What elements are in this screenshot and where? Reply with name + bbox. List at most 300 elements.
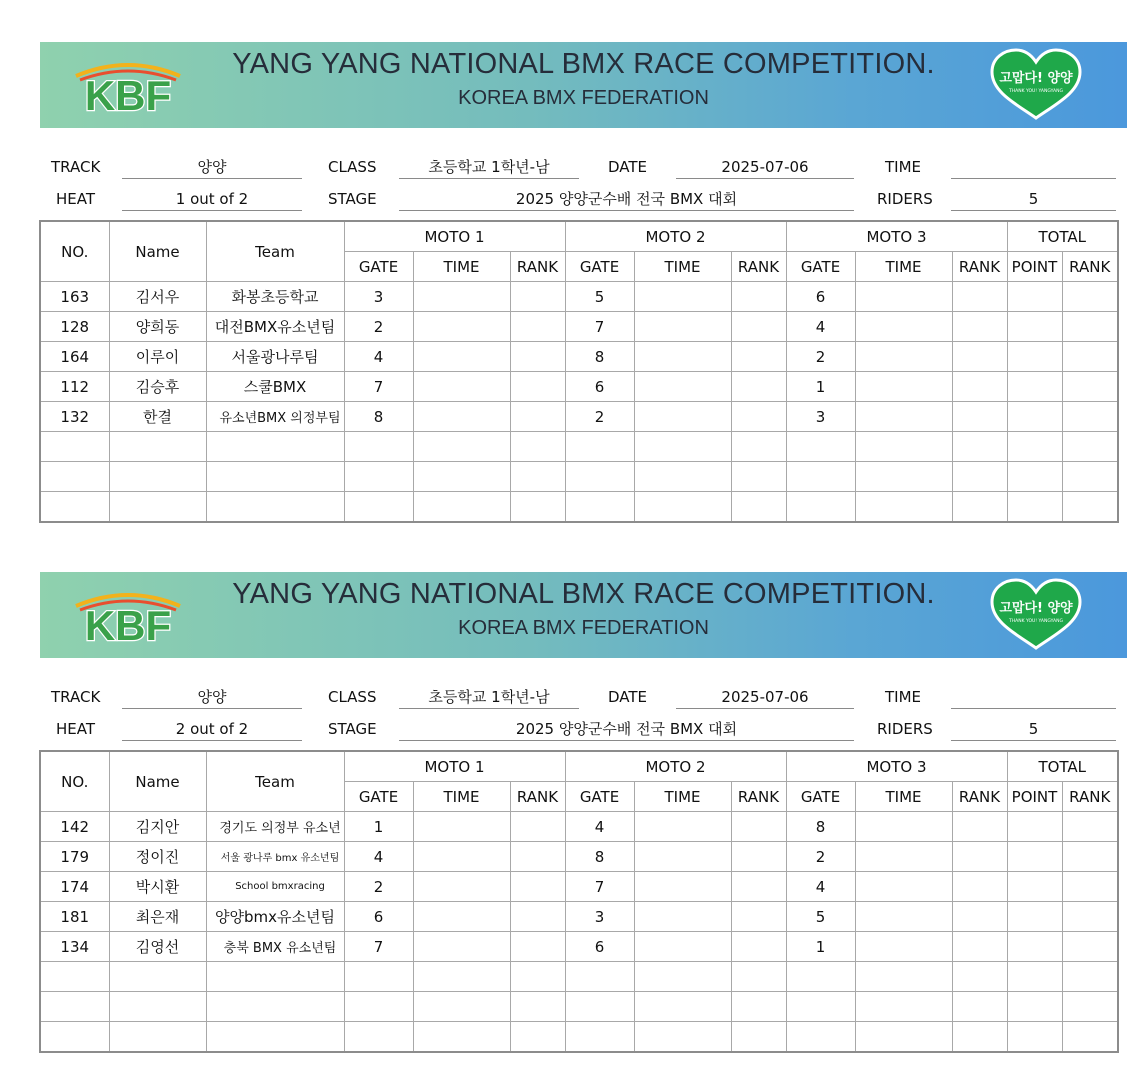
moto3-time — [855, 932, 952, 962]
time-value — [951, 686, 1116, 709]
moto3-time — [855, 432, 952, 462]
moto3-rank — [952, 462, 1007, 492]
header-moto3: MOTO 3 — [786, 221, 1007, 252]
table-row — [40, 962, 1118, 992]
rider-team: 충북 BMX 유소년팀 — [206, 932, 344, 962]
rider-number: 132 — [40, 402, 109, 432]
track-label: TRACK — [51, 158, 101, 176]
total-point — [1007, 992, 1062, 1022]
header-time: TIME — [634, 782, 731, 812]
total-point — [1007, 282, 1062, 312]
moto2-time — [634, 962, 731, 992]
moto2-gate: 8 — [565, 842, 634, 872]
rider-name: 양희동 — [109, 312, 206, 342]
moto3-time — [855, 812, 952, 842]
class-value: 초등학교 1학년-남 — [399, 156, 579, 179]
moto2-rank — [731, 872, 786, 902]
rider-number: 163 — [40, 282, 109, 312]
rider-name: 최은재 — [109, 902, 206, 932]
rider-name: 이루이 — [109, 342, 206, 372]
moto1-rank — [510, 962, 565, 992]
moto3-rank — [952, 962, 1007, 992]
rider-number: 134 — [40, 932, 109, 962]
table-row — [40, 342, 1118, 372]
moto1-gate — [344, 1022, 413, 1053]
moto2-time — [634, 842, 731, 872]
moto1-time — [413, 312, 510, 342]
moto1-rank — [510, 902, 565, 932]
moto1-gate: 4 — [344, 842, 413, 872]
table-row — [40, 1022, 1118, 1053]
moto3-gate: 8 — [786, 812, 855, 842]
rider-name — [109, 492, 206, 523]
moto3-time — [855, 402, 952, 432]
total-point — [1007, 872, 1062, 902]
table-row — [40, 492, 1118, 523]
table-row — [40, 932, 1118, 962]
competition-title: YANG YANG NATIONAL BMX RACE COMPETITION. — [232, 48, 935, 80]
table-row — [40, 902, 1118, 932]
moto3-gate: 4 — [786, 312, 855, 342]
moto2-gate: 2 — [565, 402, 634, 432]
moto1-time — [413, 812, 510, 842]
table-row — [40, 462, 1118, 492]
rider-name — [109, 432, 206, 462]
moto1-time — [413, 432, 510, 462]
moto3-rank — [952, 402, 1007, 432]
moto3-time — [855, 872, 952, 902]
moto1-gate — [344, 462, 413, 492]
rider-name — [109, 962, 206, 992]
rider-team: 경기도 의정부 유소년 — [206, 812, 344, 842]
riders-label: RIDERS — [877, 720, 933, 738]
rider-team: 서울 광나루 bmx 유소년팀 — [206, 842, 344, 872]
header-gate: GATE — [786, 252, 855, 282]
moto2-rank — [731, 812, 786, 842]
rider-team: 화봉초등학교 — [206, 282, 344, 312]
rider-number: 174 — [40, 872, 109, 902]
riders-value: 5 — [951, 188, 1116, 211]
moto1-rank — [510, 402, 565, 432]
header-gate: GATE — [565, 782, 634, 812]
header-rank: RANK — [952, 782, 1007, 812]
moto2-gate — [565, 492, 634, 523]
moto3-gate — [786, 962, 855, 992]
moto3-time — [855, 282, 952, 312]
svg-text:고맙다! 양양: 고맙다! 양양 — [999, 71, 1073, 86]
moto1-rank — [510, 1022, 565, 1053]
rider-number — [40, 962, 109, 992]
moto3-gate — [786, 432, 855, 462]
date-label: DATE — [608, 158, 648, 176]
moto2-rank — [731, 402, 786, 432]
moto2-rank — [731, 462, 786, 492]
rider-team — [206, 992, 344, 1022]
rider-name: 김서우 — [109, 282, 206, 312]
header-total: TOTAL — [1007, 221, 1118, 252]
moto1-time — [413, 342, 510, 372]
header-time: TIME — [413, 252, 510, 282]
rider-number — [40, 432, 109, 462]
heat-label: HEAT — [56, 720, 96, 738]
header-moto1: MOTO 1 — [344, 751, 565, 782]
total-rank — [1062, 342, 1118, 372]
time-label: TIME — [885, 688, 922, 706]
svg-text:KBF: KBF — [84, 72, 172, 114]
moto1-rank — [510, 842, 565, 872]
svg-text:THANK YOU! YANGYANG: THANK YOU! YANGYANG — [1009, 89, 1063, 94]
moto2-rank — [731, 962, 786, 992]
header-rank: RANK — [1062, 252, 1118, 282]
heat-sheet-2 — [0, 530, 1146, 1060]
rider-team: 유소년BMX 의정부팀 — [206, 402, 344, 432]
moto2-time — [634, 1022, 731, 1053]
rider-name: 김지안 — [109, 812, 206, 842]
moto2-rank — [731, 282, 786, 312]
moto1-gate — [344, 492, 413, 523]
total-rank — [1062, 872, 1118, 902]
rider-number: 142 — [40, 812, 109, 842]
moto2-gate: 7 — [565, 872, 634, 902]
moto2-gate: 6 — [565, 932, 634, 962]
moto1-gate — [344, 432, 413, 462]
moto1-rank — [510, 372, 565, 402]
header-point: POINT — [1007, 252, 1062, 282]
header-rank: RANK — [1062, 782, 1118, 812]
total-rank — [1062, 462, 1118, 492]
date-value: 2025-07-06 — [676, 686, 854, 709]
riders-label: RIDERS — [877, 190, 933, 208]
rider-name — [109, 1022, 206, 1053]
date-label: DATE — [608, 688, 648, 706]
moto2-gate — [565, 462, 634, 492]
total-point — [1007, 342, 1062, 372]
rider-number: 112 — [40, 372, 109, 402]
rider-team — [206, 962, 344, 992]
moto1-rank — [510, 872, 565, 902]
moto1-gate: 2 — [344, 872, 413, 902]
heat-sheet-1 — [0, 0, 1146, 530]
moto1-time — [413, 872, 510, 902]
header-time: TIME — [855, 252, 952, 282]
total-rank — [1062, 842, 1118, 872]
header-time: TIME — [855, 782, 952, 812]
moto1-rank — [510, 932, 565, 962]
time-label: TIME — [885, 158, 922, 176]
header-no: NO. — [40, 221, 109, 282]
thank-you-yangyang-heart-icon — [986, 48, 1086, 120]
moto1-gate: 6 — [344, 902, 413, 932]
moto2-time — [634, 402, 731, 432]
moto3-gate: 2 — [786, 842, 855, 872]
moto2-rank — [731, 842, 786, 872]
total-rank — [1062, 282, 1118, 312]
federation-subtitle: KOREA BMX FEDERATION — [458, 87, 709, 109]
moto1-rank — [510, 462, 565, 492]
table-row — [40, 372, 1118, 402]
rider-number — [40, 492, 109, 523]
moto1-rank — [510, 492, 565, 523]
rider-name — [109, 462, 206, 492]
header-rank: RANK — [952, 252, 1007, 282]
header-time: TIME — [634, 252, 731, 282]
header-moto2: MOTO 2 — [565, 221, 786, 252]
total-rank — [1062, 402, 1118, 432]
total-point — [1007, 812, 1062, 842]
moto1-time — [413, 402, 510, 432]
total-point — [1007, 962, 1062, 992]
heat-value: 1 out of 2 — [122, 188, 302, 211]
moto3-rank — [952, 992, 1007, 1022]
rider-number — [40, 1022, 109, 1053]
header-moto3: MOTO 3 — [786, 751, 1007, 782]
moto3-time — [855, 902, 952, 932]
rider-team: 스쿨BMX — [206, 372, 344, 402]
total-rank — [1062, 812, 1118, 842]
riders-value: 5 — [951, 718, 1116, 741]
total-point — [1007, 492, 1062, 523]
rider-team: 서울광나루팀 — [206, 342, 344, 372]
header-name: Name — [109, 751, 206, 812]
moto2-time — [634, 462, 731, 492]
rider-team — [206, 432, 344, 462]
moto3-gate — [786, 462, 855, 492]
moto2-gate — [565, 432, 634, 462]
moto2-rank — [731, 312, 786, 342]
time-value — [951, 156, 1116, 179]
moto3-rank — [952, 842, 1007, 872]
total-rank — [1062, 312, 1118, 342]
track-value: 양양 — [122, 156, 302, 179]
rider-team — [206, 1022, 344, 1053]
total-point — [1007, 372, 1062, 402]
federation-subtitle: KOREA BMX FEDERATION — [458, 617, 709, 639]
moto1-gate — [344, 992, 413, 1022]
moto2-gate — [565, 1022, 634, 1053]
header-rank: RANK — [731, 252, 786, 282]
moto3-gate: 1 — [786, 932, 855, 962]
moto3-time — [855, 962, 952, 992]
moto1-time — [413, 842, 510, 872]
moto3-rank — [952, 872, 1007, 902]
svg-text:KBF: KBF — [84, 602, 172, 644]
table-row — [40, 842, 1118, 872]
moto2-gate: 4 — [565, 812, 634, 842]
competition-title: YANG YANG NATIONAL BMX RACE COMPETITION. — [232, 578, 935, 610]
rider-number: 181 — [40, 902, 109, 932]
moto2-time — [634, 492, 731, 523]
total-rank — [1062, 1022, 1118, 1053]
moto2-rank — [731, 902, 786, 932]
stage-label: STAGE — [328, 720, 377, 738]
moto1-rank — [510, 992, 565, 1022]
rider-name: 김영선 — [109, 932, 206, 962]
header-moto2: MOTO 2 — [565, 751, 786, 782]
moto1-time — [413, 282, 510, 312]
rider-number — [40, 462, 109, 492]
rider-team — [206, 462, 344, 492]
class-label: CLASS — [328, 158, 377, 176]
moto2-gate: 6 — [565, 372, 634, 402]
moto2-time — [634, 992, 731, 1022]
total-point — [1007, 312, 1062, 342]
header-point: POINT — [1007, 782, 1062, 812]
moto2-rank — [731, 432, 786, 462]
rider-number — [40, 992, 109, 1022]
table-row — [40, 312, 1118, 342]
header-rank: RANK — [510, 252, 565, 282]
moto1-time — [413, 932, 510, 962]
moto1-gate: 1 — [344, 812, 413, 842]
moto3-gate: 6 — [786, 282, 855, 312]
moto3-gate: 1 — [786, 372, 855, 402]
header-team: Team — [206, 221, 344, 282]
moto3-time — [855, 372, 952, 402]
competition-banner — [40, 42, 1127, 128]
moto3-gate: 3 — [786, 402, 855, 432]
table-row — [40, 282, 1118, 312]
header-name: Name — [109, 221, 206, 282]
header-rank: RANK — [510, 782, 565, 812]
moto2-gate: 7 — [565, 312, 634, 342]
moto2-time — [634, 282, 731, 312]
svg-text:고맙다! 양양: 고맙다! 양양 — [999, 601, 1073, 616]
moto2-time — [634, 872, 731, 902]
moto1-time — [413, 492, 510, 523]
rider-team: 양양bmx유소년팀 — [206, 902, 344, 932]
thank-you-yangyang-heart-icon — [986, 578, 1086, 650]
total-rank — [1062, 432, 1118, 462]
header-no: NO. — [40, 751, 109, 812]
total-rank — [1062, 992, 1118, 1022]
moto1-rank — [510, 432, 565, 462]
track-value: 양양 — [122, 686, 302, 709]
heat-label: HEAT — [56, 190, 96, 208]
header-time: TIME — [413, 782, 510, 812]
moto1-gate: 8 — [344, 402, 413, 432]
moto2-rank — [731, 992, 786, 1022]
moto2-time — [634, 812, 731, 842]
moto3-time — [855, 992, 952, 1022]
moto1-gate: 7 — [344, 932, 413, 962]
moto2-time — [634, 432, 731, 462]
moto3-rank — [952, 372, 1007, 402]
total-point — [1007, 462, 1062, 492]
moto3-rank — [952, 342, 1007, 372]
rider-name: 정이진 — [109, 842, 206, 872]
moto3-gate: 5 — [786, 902, 855, 932]
rider-team — [206, 492, 344, 523]
moto2-gate: 5 — [565, 282, 634, 312]
moto3-time — [855, 492, 952, 523]
moto1-gate — [344, 962, 413, 992]
table-row — [40, 402, 1118, 432]
moto2-gate: 8 — [565, 342, 634, 372]
moto1-rank — [510, 312, 565, 342]
header-gate: GATE — [565, 252, 634, 282]
header-rank: RANK — [731, 782, 786, 812]
moto1-gate: 2 — [344, 312, 413, 342]
moto1-time — [413, 992, 510, 1022]
total-point — [1007, 1022, 1062, 1053]
rider-name: 김승후 — [109, 372, 206, 402]
moto2-time — [634, 902, 731, 932]
moto3-time — [855, 1022, 952, 1053]
moto2-rank — [731, 932, 786, 962]
competition-banner — [40, 572, 1127, 658]
total-point — [1007, 402, 1062, 432]
rider-name — [109, 992, 206, 1022]
moto2-rank — [731, 492, 786, 523]
rider-number: 179 — [40, 842, 109, 872]
results-table — [39, 750, 1119, 1053]
table-row — [40, 992, 1118, 1022]
class-value: 초등학교 1학년-남 — [399, 686, 579, 709]
rider-name: 한결 — [109, 402, 206, 432]
moto3-gate — [786, 492, 855, 523]
stage-label: STAGE — [328, 190, 377, 208]
header-gate: GATE — [344, 252, 413, 282]
moto3-rank — [952, 812, 1007, 842]
moto3-gate: 2 — [786, 342, 855, 372]
total-rank — [1062, 902, 1118, 932]
moto3-rank — [952, 432, 1007, 462]
rider-number: 128 — [40, 312, 109, 342]
moto3-rank — [952, 492, 1007, 523]
moto1-gate: 3 — [344, 282, 413, 312]
moto3-time — [855, 462, 952, 492]
moto1-rank — [510, 342, 565, 372]
total-point — [1007, 932, 1062, 962]
moto1-time — [413, 462, 510, 492]
moto3-gate — [786, 1022, 855, 1053]
total-point — [1007, 902, 1062, 932]
rider-team: School bmxracing — [206, 872, 344, 902]
moto2-rank — [731, 1022, 786, 1053]
moto2-rank — [731, 342, 786, 372]
table-row — [40, 432, 1118, 462]
total-rank — [1062, 492, 1118, 523]
moto3-gate: 4 — [786, 872, 855, 902]
moto2-gate — [565, 992, 634, 1022]
moto2-rank — [731, 372, 786, 402]
header-gate: GATE — [344, 782, 413, 812]
moto3-rank — [952, 902, 1007, 932]
moto2-time — [634, 342, 731, 372]
total-rank — [1062, 962, 1118, 992]
moto3-time — [855, 312, 952, 342]
date-value: 2025-07-06 — [676, 156, 854, 179]
moto2-time — [634, 372, 731, 402]
moto3-rank — [952, 282, 1007, 312]
rider-team: 대전BMX유소년팀 — [206, 312, 344, 342]
moto1-rank — [510, 282, 565, 312]
moto3-rank — [952, 312, 1007, 342]
total-rank — [1062, 932, 1118, 962]
moto1-gate: 4 — [344, 342, 413, 372]
moto3-time — [855, 842, 952, 872]
moto1-rank — [510, 812, 565, 842]
results-table — [39, 220, 1119, 523]
svg-text:THANK YOU! YANGYANG: THANK YOU! YANGYANG — [1009, 619, 1063, 624]
moto2-gate: 3 — [565, 902, 634, 932]
table-row — [40, 872, 1118, 902]
heat-value: 2 out of 2 — [122, 718, 302, 741]
header-moto1: MOTO 1 — [344, 221, 565, 252]
total-rank — [1062, 372, 1118, 402]
moto3-gate — [786, 992, 855, 1022]
moto1-time — [413, 372, 510, 402]
